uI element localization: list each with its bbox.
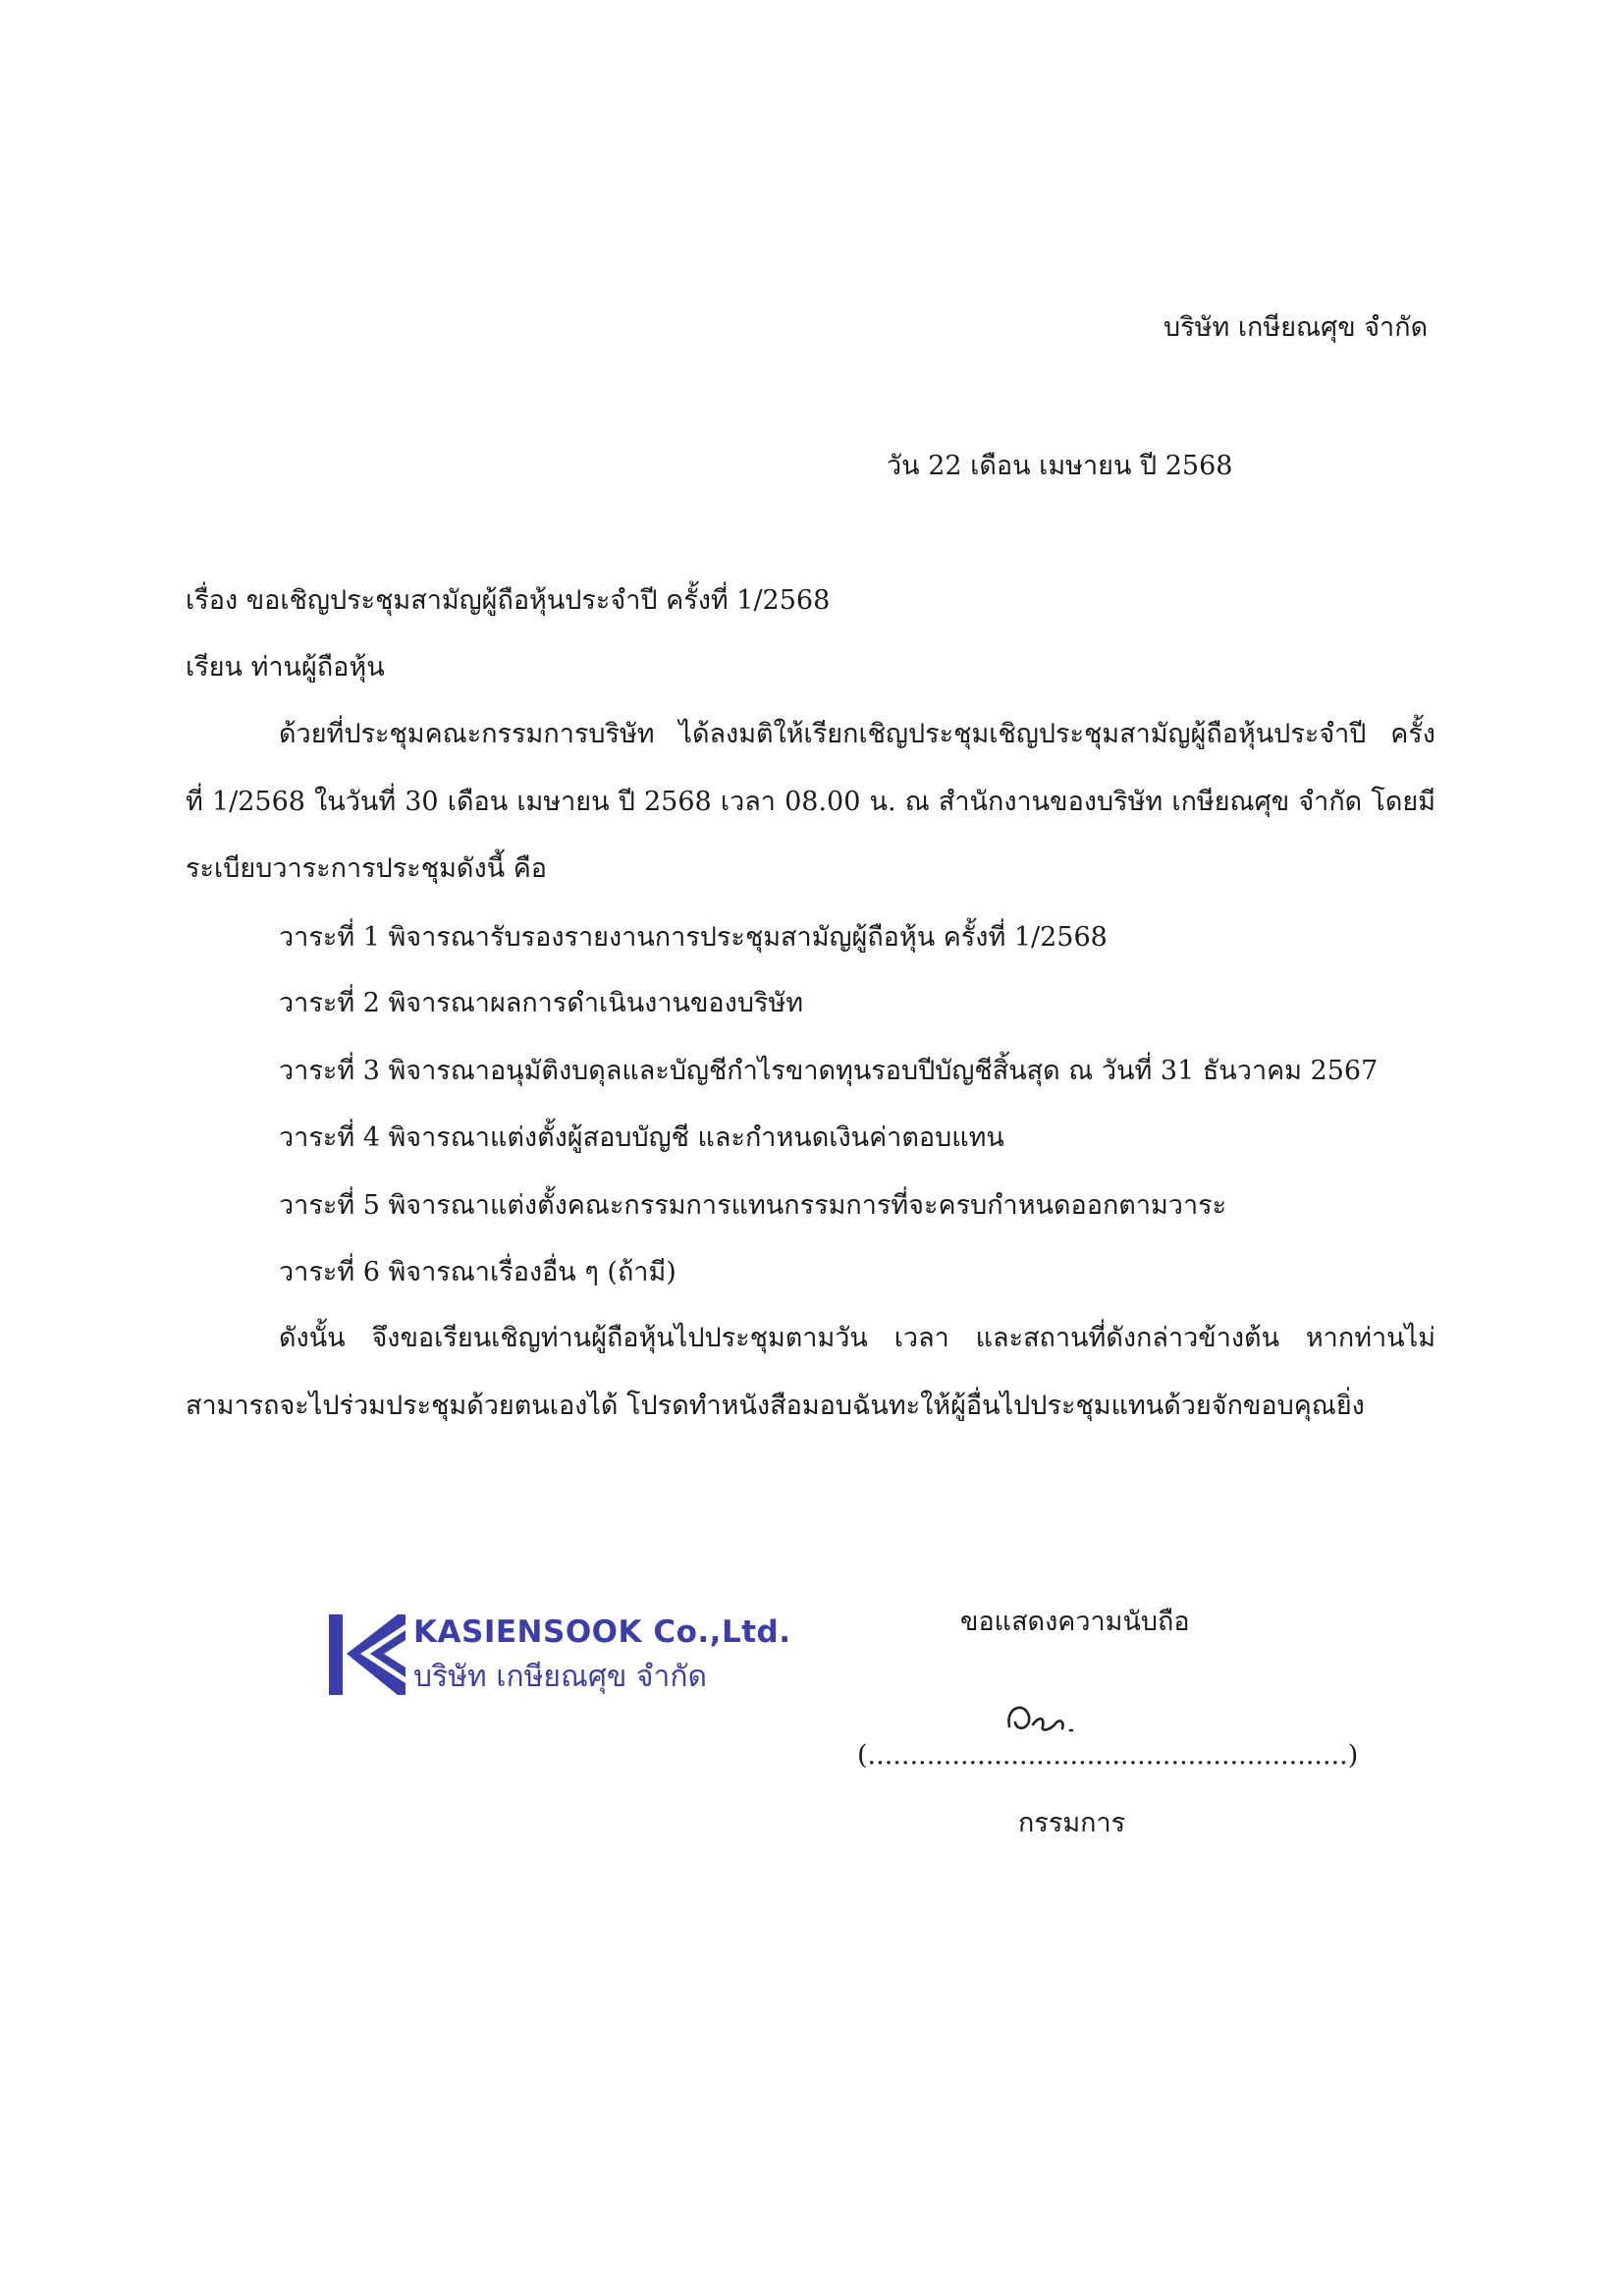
company-name: บริษัท เกษียณศุข จำกัด [1163,312,1429,343]
intro-line-3: ระเบียบวาระการประชุมดังนี้ คือ [186,853,547,884]
agenda-item-5: วาระที่ 5 พิจารณาแต่งตั้งคณะกรรมการแทนกรรมการที่จะครบกำหนดออกตามวาระ [279,1190,1227,1221]
letter-subject: เรื่อง ขอเชิญประชุมสามัญผู้ถือหุ้นประจำปี ครั้งที่ 1/2568 [186,585,831,616]
agenda-item-6: วาระที่ 6 พิจารณาเรื่องอื่น ๆ (ถ้ามี) [279,1257,676,1287]
stamp-name-th: บริษัท เกษียณศุข จำกัด [413,1660,708,1694]
regards-text: ขอแสดงความนับถือ [960,1607,1190,1637]
intro-line-1: ด้วยที่ประชุมคณะกรรมการบริษัท ได้ลงมติให้เรียกเชิญประชุมเชิญประชุมสามัญผู้ถือหุ้นประจำปี ครั้ง [279,719,1435,749]
agenda-item-4: วาระที่ 4 พิจารณาแต่งตั้งผู้สอบบัญชี และกำหนดเงินค่าตอบแทน [279,1122,1004,1153]
agenda-item-3: วาระที่ 3 พิจารณาอนุมัติงบดุลและบัญชีกำไรขาดทุนรอบปีบัญชีสิ้นสุด ณ วันที่ 31 ธันวาคม 2567 [279,1056,1379,1086]
company-stamp [327,1609,791,1699]
signatory-title: กรรมการ [1018,1808,1126,1838]
intro-line-2: ที่ 1/2568 ในวันที่ 30 เดือน เมษายน ปี 2568 เวลา 08.00 น. ณ สำนักงานของบริษัท เกษียณศุข จำกัด โดยมี [186,787,1435,817]
agenda-item-2: วาระที่ 2 พิจารณาผลการดำเนินงานของบริษัท [279,988,804,1018]
letter-salutation: เรียน ท่านผู้ถือหุ้น [186,652,385,683]
signature-line: (.........................................................) [857,1740,1359,1771]
agenda-item-1: วาระที่ 1 พิจารณารับรองรายงานการประชุมสามัญผู้ถือหุ้น ครั้งที่ 1/2568 [279,922,1108,953]
stamp-name-en: KASIENSOOK Co.,Ltd. [413,1614,791,1650]
closing-line-2: สามารถจะไปร่วมประชุมด้วยตนเองได้ โปรดทำหนังสือมอบฉันทะให้ผู้อื่นไปประชุมแทนด้วยจักขอบคุณยิ่ง [186,1391,1365,1421]
letter-date: วัน 22 เดือน เมษายน ปี 2568 [887,451,1233,481]
closing-line-1: ดังนั้น จึงขอเรียนเชิญท่านผู้ถือหุ้นไปประชุมตามวัน เวลา และสถานที่ดังกล่าวข้างต้น หากท่านไม่ [279,1323,1435,1353]
company-logo-icon [327,1609,407,1699]
